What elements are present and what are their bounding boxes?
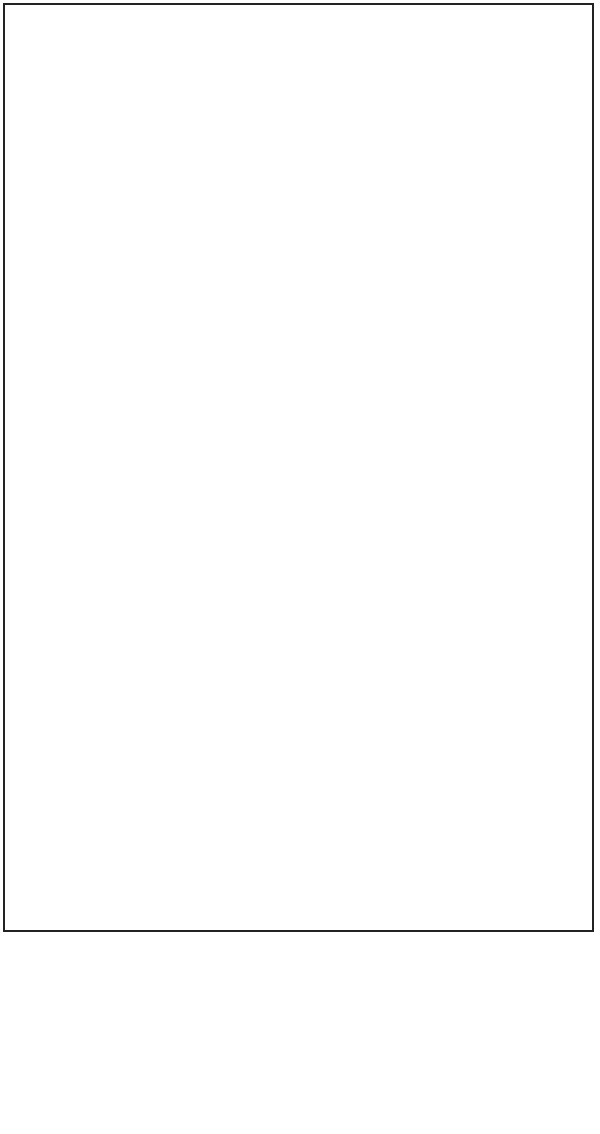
award-list [0,935,600,1134]
calligraphy-grid [3,3,594,932]
